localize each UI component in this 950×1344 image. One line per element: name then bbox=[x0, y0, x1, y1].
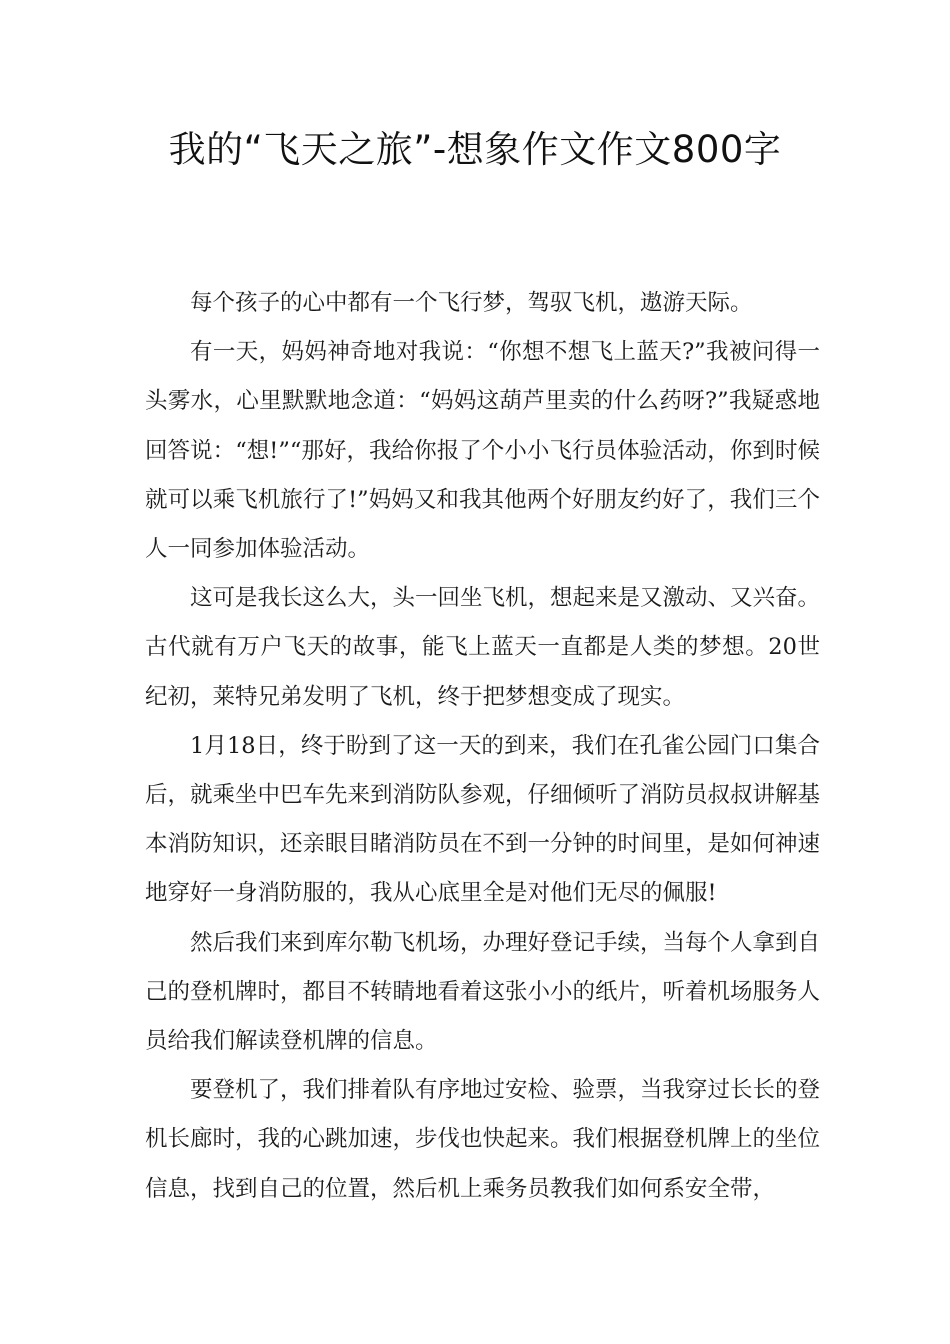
document-title: 我的“飞天之旅”-想象作文作文800字 bbox=[168, 128, 782, 171]
document-body bbox=[145, 279, 820, 1214]
paragraph: 有一天，妈妈神奇地对我说：“你想不想飞上蓝天?”我被问得一头雾水，心里默默地念道：“妈妈这葫芦里卖的什么药呀?”我疑惑地回答说：“想!”“那好，我给你报了个小小飞行员体验活动，你到时候就可以乘飞机旅行了!”妈妈又和我其他两个好朋友约好了，我们三个人一同参加体验活动。 bbox=[145, 339, 820, 563]
paragraph: 然后我们来到库尔勒飞机场，办理好登记手续，当每个人拿到自己的登机牌时，都目不转睛地看着这张小小的纸片，听着机场服务人员给我们解读登机牌的信息。 bbox=[145, 929, 821, 1055]
paragraph: 要登机了，我们排着队有序地过安检、验票，当我穿过长长的登机长廊时，我的心跳加速，步伐也快起来。我们根据登机牌上的坐位信息，找到自己的位置，然后机上乘务员教我们如何系安全带， bbox=[145, 1077, 821, 1202]
paragraph: 每个孩子的心中都有一个飞行梦，驾驭飞机，遨游天际。 bbox=[190, 290, 753, 316]
paragraph: 这可是我长这么大，头一回坐飞机，想起来是又激动、又兴奋。古代就有万户飞天的故事，能飞上蓝天一直都是人类的梦想。20世纪初，莱特兄弟发明了飞机，终于把梦想变成了现实。 bbox=[145, 585, 821, 710]
paragraph: 1月18日，终于盼到了这一天的到来，我们在孔雀公园门口集合后，就乘坐中巴车先来到消防队参观，仔细倾听了消防员叔叔讲解基本消防知识，还亲眼目睹消防员在不到一分钟的时间里，是如何神速地穿好一身消防服的，我从心底里全是对他们无尽的佩服! bbox=[145, 732, 821, 907]
